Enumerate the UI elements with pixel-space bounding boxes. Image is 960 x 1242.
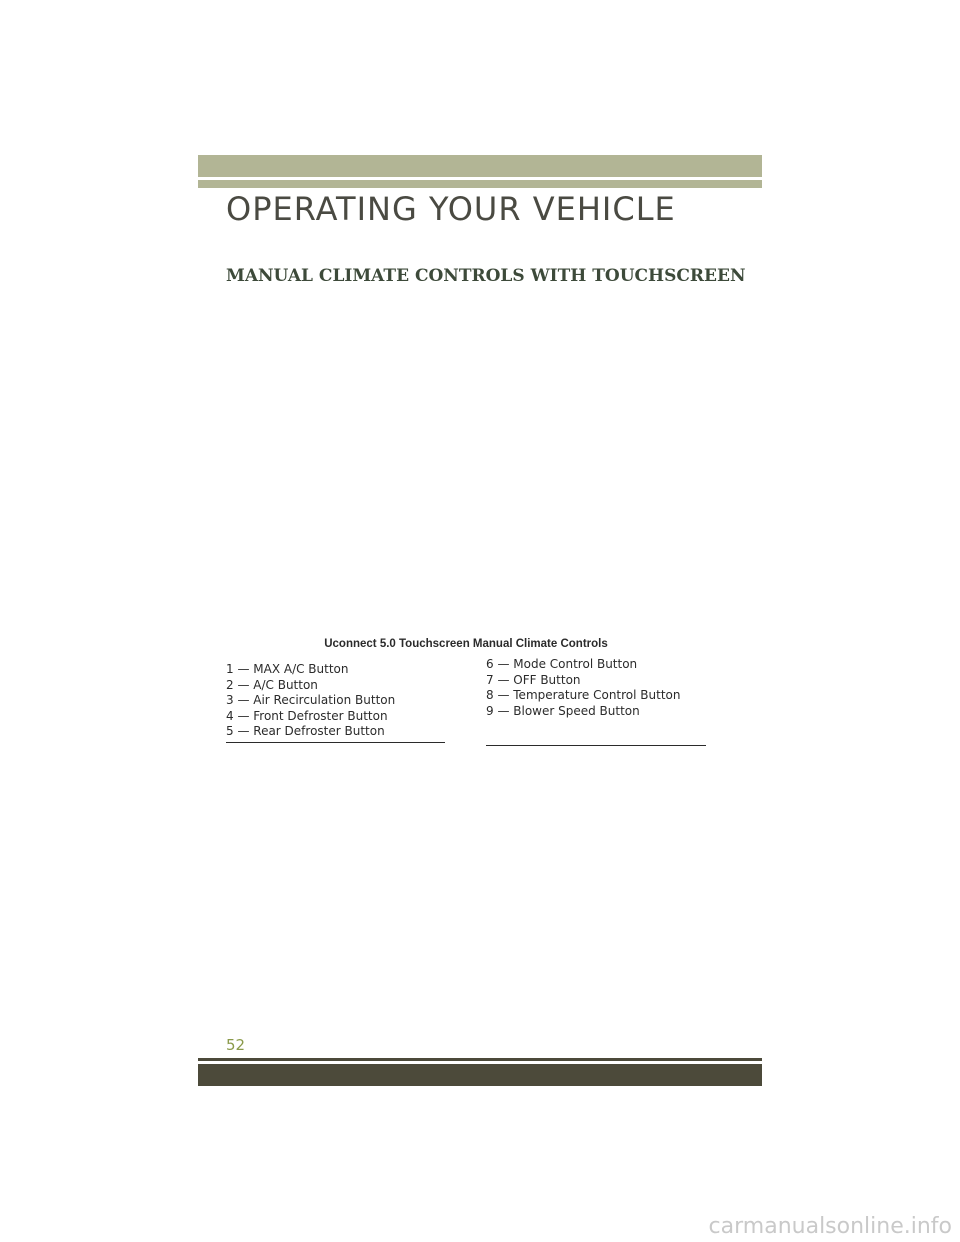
legend-right xyxy=(486,657,706,719)
footer-band xyxy=(198,1064,762,1086)
legend-item: 1 — MAX A/C Button xyxy=(226,662,349,676)
page-heading: MANUAL CLIMATE CONTROLS WITH TOUCHSCREEN xyxy=(226,266,746,286)
legend-item: 7 — OFF Button xyxy=(486,672,581,687)
watermark: carmanualsonline.info xyxy=(708,1214,952,1239)
page-number: 52 xyxy=(226,1036,246,1054)
section-title: OPERATING YOUR VEHICLE xyxy=(226,190,676,228)
figure-area xyxy=(226,300,706,630)
footer-rule xyxy=(198,1058,762,1061)
legend-item: 3 — Air Recirculation Button xyxy=(226,693,396,707)
legend-item: 9 — Blower Speed Button xyxy=(486,703,640,718)
legend-item: 8 — Temperature Control Button xyxy=(486,688,681,702)
header-band xyxy=(198,155,762,177)
legend-item: 6 — Mode Control Button xyxy=(486,657,638,671)
figure-caption: Uconnect 5.0 Touchscreen Manual Climate Controls xyxy=(324,638,608,650)
legend-left xyxy=(226,662,445,743)
header-band-thin xyxy=(198,180,762,188)
legend-item: 4 — Front Defroster Button xyxy=(226,708,388,723)
legend-item: 2 — A/C Button xyxy=(226,677,318,692)
legend-right-rule xyxy=(486,745,706,746)
legend-item: 5 — Rear Defroster Button xyxy=(226,724,385,738)
